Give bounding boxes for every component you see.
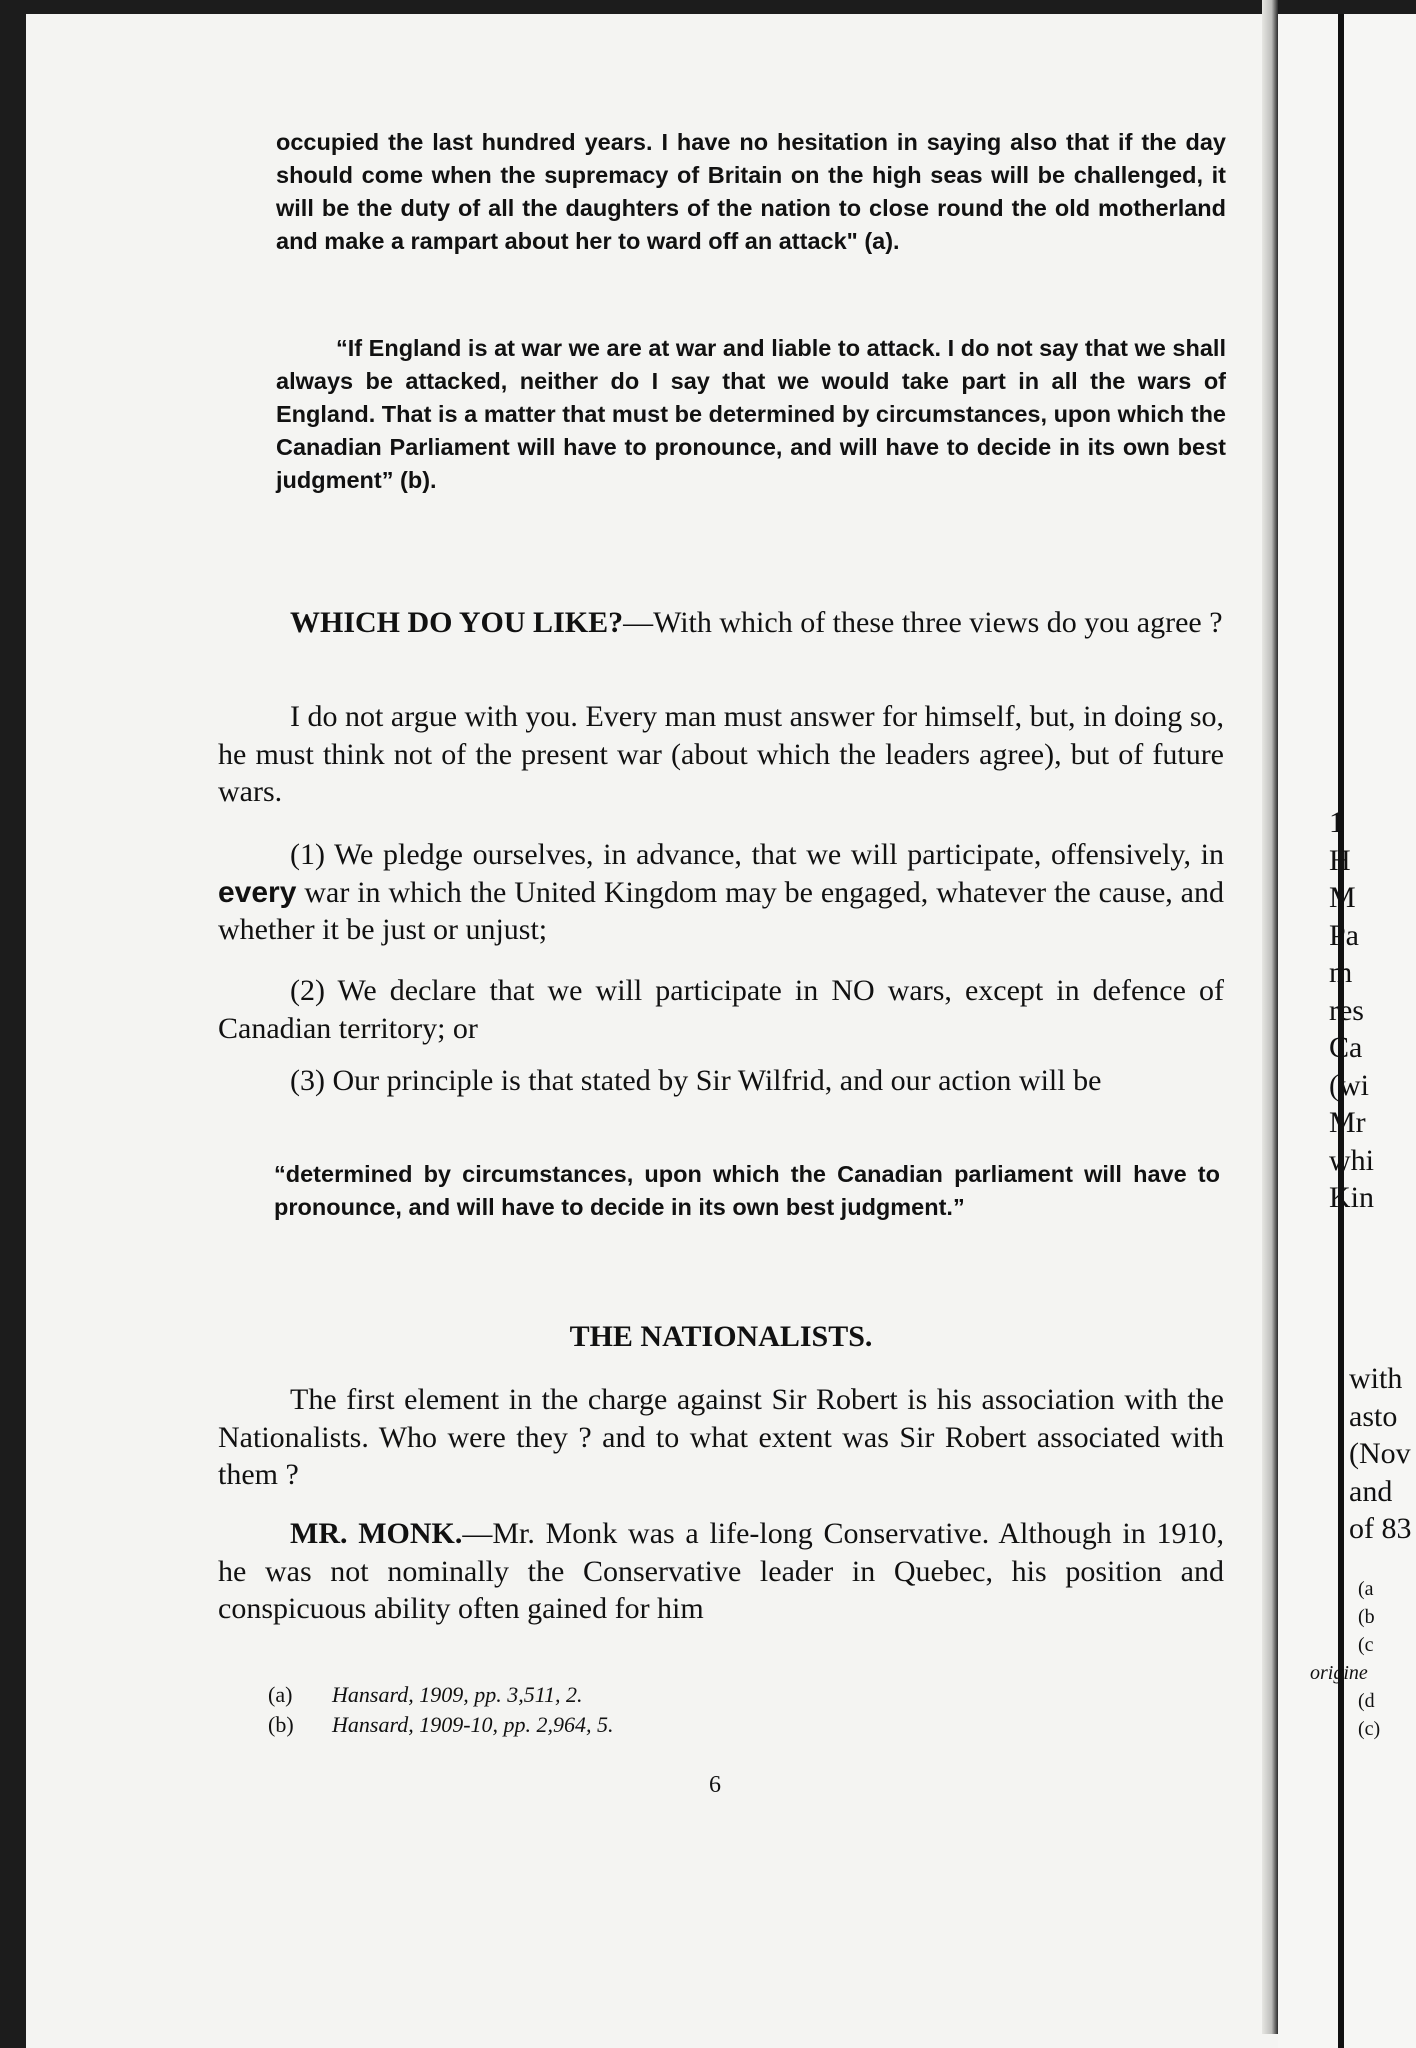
footnote-b: (b) Hansard, 1909-10, pp. 2,964, 5. [268, 1712, 614, 1737]
option-1-after: war in which the United Kingdom may be engaged, whatever the cause, and whether it be just or unjust; [218, 875, 1224, 946]
footnotes [268, 1680, 614, 1740]
monk-heading: MR. MONK. [290, 1517, 463, 1550]
right-page-footnotes: (a (b (c origine (d (c) [1310, 1578, 1381, 1740]
option-1-every: every [218, 875, 297, 909]
right-page-column: 1 H M Pa m res Ca (wi Mr whi Kin [1329, 806, 1374, 1214]
quote-c: “determined by circumstances, upon which the Canadian parliament will have to pronounce, and will have to decide in its own best judgment.” [274, 1161, 1220, 1220]
monk-text: —Mr. Monk was a life-long Conservative. Although in 1910, he was not nominally the Conservative leader in Quebec, his position and conspicuous ability often gained for him [218, 1517, 1224, 1625]
nationalists-heading: THE NATIONALISTS. [569, 1320, 873, 1353]
which-text: —With which of these three views do you agree ? [623, 606, 1223, 639]
which-paragraph [218, 604, 1224, 642]
page-number: 6 [709, 1772, 721, 1798]
monk-paragraph [218, 1515, 1224, 1628]
quote-b: “If England is at war we are at war and liable to attack. I do not say that we shall always be attacked, neither do I say that we would take part in all the wars of England. That is a matter that must be determined by circumstances, upon which the Canadian Parliament will have to pronounce, and will have to decide in its own best judgment” (b). [276, 335, 1226, 493]
option-3: (3) Our principle is that stated by Sir Wilfrid, and our action will be [290, 1064, 1102, 1097]
quote-a: occupied the last hundred years. I have no hesitation in saying also that if the day should come when the supremacy of Britain on the high seas will be challenged, it will be the duty of all the daughters of the nation to close round the old motherland and make a rampart about her to ward off an attack" (a). [276, 129, 1226, 254]
option-1-before: (1) We pledge ourselves, in advance, that we will participate, offensively, in [290, 838, 1224, 871]
argue-paragraph: I do not argue with you. Every man must answer for himself, but, in doing so, he must think not of the present war (about which the leaders agree), but of future wars. [218, 700, 1224, 808]
nationalists-paragraph: The first element in the charge against Sir Robert is his association with the Nationalists. Who were they ? and to what extent was Sir Robert associated with them ? [218, 1383, 1224, 1491]
option-2: (2) We declare that we will participate in NO wars, except in defence of Canadian territory; or [218, 974, 1224, 1045]
footnote-a: (a) Hansard, 1909, pp. 3,511, 2. [268, 1682, 583, 1707]
right-page-column-2: with asto (Nov and of 83 [1349, 1362, 1412, 1545]
option-1 [218, 836, 1224, 949]
which-heading: WHICH DO YOU LIKE? [290, 606, 624, 639]
